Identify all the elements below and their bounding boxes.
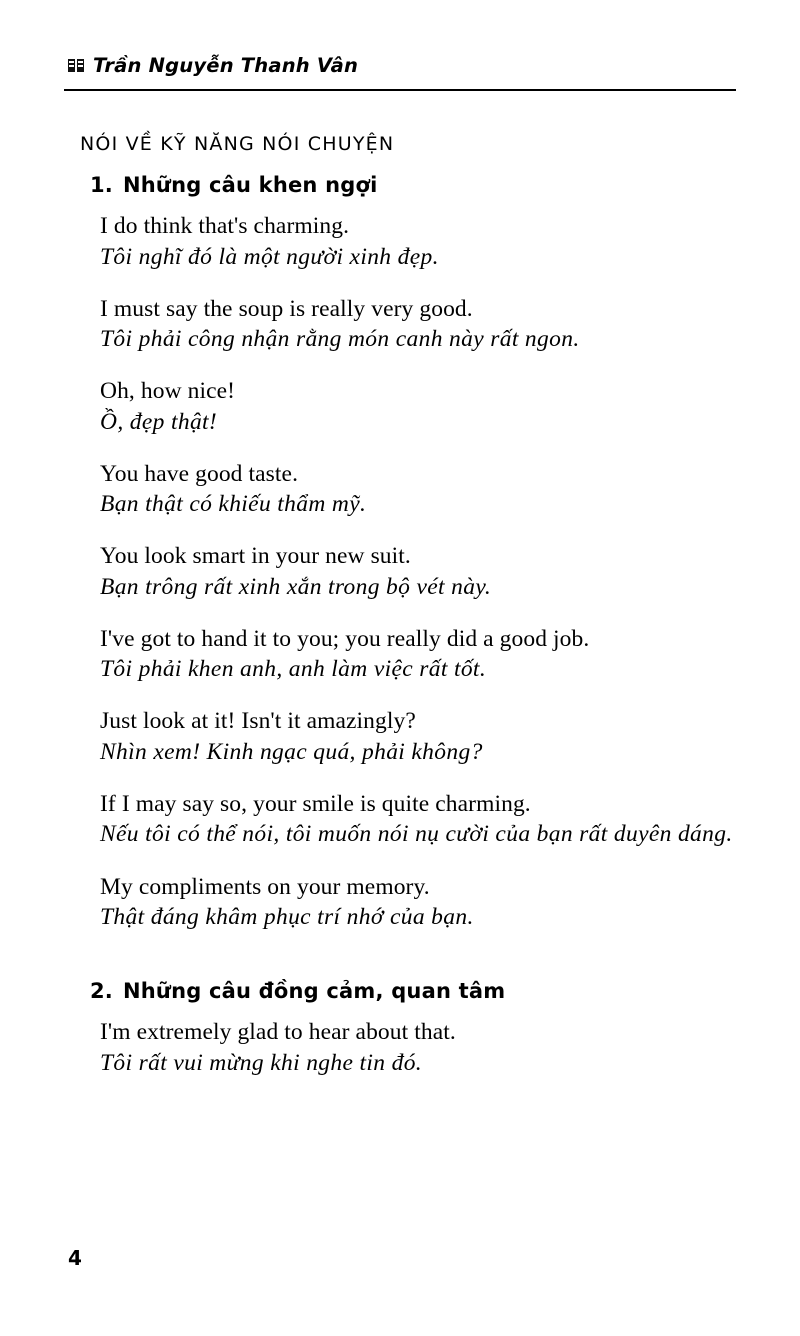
vietnamese-sentence: Thật đáng khâm phục trí nhớ của bạn.: [100, 904, 474, 931]
vietnamese-sentence: Tôi nghĩ đó là một người xinh đẹp.: [100, 243, 439, 270]
english-sentence: I must say the soup is really very good.: [100, 295, 473, 322]
english-sentence: If I may say so, your smile is quite charming.: [100, 790, 531, 817]
english-sentence: Just look at it! Isn't it amazingly?: [100, 708, 416, 735]
page-number: 4: [68, 1246, 82, 1270]
section-title: Những câu khen ngợi: [123, 173, 378, 197]
vietnamese-sentence: Nhìn xem! Kinh ngạc quá, phải không?: [100, 738, 483, 765]
english-sentence: You look smart in your new suit.: [100, 543, 411, 570]
vietnamese-sentence: Bạn thật có khiếu thẩm mỹ.: [100, 491, 367, 518]
vietnamese-sentence: Bạn trông rất xinh xắn trong bộ vét này.: [100, 573, 492, 600]
section-title: Những câu đồng cảm, quan tâm: [123, 979, 506, 1004]
sentence-pair: [100, 789, 736, 851]
author-name: Trần Nguyễn Thanh Vân: [93, 54, 359, 77]
chapter-title: NÓI VỀ KỸ NĂNG NÓI CHUYỆN: [80, 133, 395, 155]
sentence-pair: [100, 376, 736, 438]
header-divider: [64, 89, 736, 91]
vietnamese-sentence: Tôi phải khen anh, anh làm việc rất tốt.: [100, 656, 487, 683]
book-mark-icon: [68, 58, 85, 73]
vietnamese-sentence: Tôi phải công nhận rằng món canh này rất ngon.: [100, 326, 580, 353]
sentence-list-1: [64, 211, 736, 933]
running-head: [64, 54, 736, 83]
sentence-list-2: [64, 1017, 736, 1079]
sentence-pair: [100, 1017, 736, 1079]
vietnamese-sentence: Nếu tôi có thể nói, tôi muốn nói nụ cười của bạn rất duyên dáng.: [100, 821, 733, 848]
english-sentence: I'm extremely glad to hear about that.: [100, 1019, 456, 1046]
sentence-pair: [100, 211, 736, 273]
sentence-pair: [100, 624, 736, 686]
section-heading-2: [90, 979, 736, 1003]
vietnamese-sentence: Tôi rất vui mừng khi nghe tin đó.: [100, 1049, 423, 1076]
vietnamese-sentence: Ồ, đẹp thật!: [100, 408, 218, 435]
sentence-pair: [100, 459, 736, 521]
sentence-pair: [100, 706, 736, 768]
section-heading-1: [90, 173, 736, 197]
sentence-pair: [100, 294, 736, 356]
english-sentence: I do think that's charming.: [100, 213, 350, 239]
english-sentence: Oh, how nice!: [100, 378, 236, 405]
sentence-pair: [100, 541, 736, 603]
english-sentence: My compliments on your memory.: [100, 873, 430, 900]
english-sentence: I've got to hand it to you; you really did a good job.: [100, 625, 590, 652]
sentence-pair: [100, 872, 736, 934]
english-sentence: You have good taste.: [100, 460, 299, 487]
section-number: 2.: [90, 979, 113, 1004]
section-number: 1.: [90, 173, 113, 197]
